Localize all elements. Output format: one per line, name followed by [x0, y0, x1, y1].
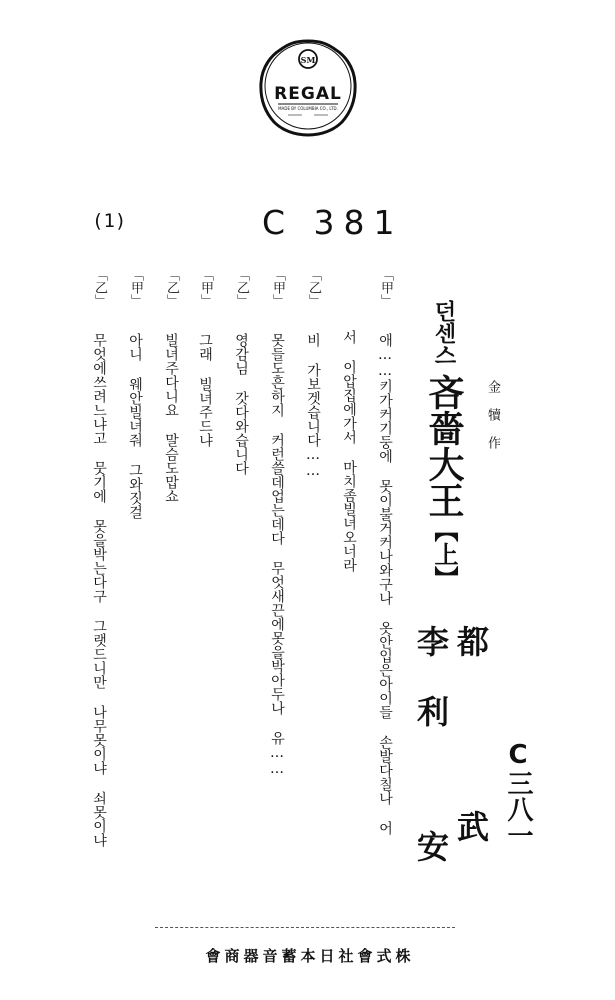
- side-number: (1): [92, 210, 127, 232]
- script-line: [92, 268, 106, 847]
- record-title: [423, 300, 465, 590]
- title-volume: 【上】: [430, 518, 459, 590]
- script-line: [306, 268, 320, 479]
- line-text: 영감님 갓다와습니다: [233, 333, 249, 475]
- speaker-tag: 「乙」: [92, 268, 107, 307]
- svg-text:MADE BY COLUMBIA CO., LTD.: MADE BY COLUMBIA CO., LTD.: [278, 106, 338, 111]
- script-line: [270, 268, 284, 777]
- line-text: 그래 빌녀주드냐: [197, 333, 213, 447]
- speaker-tag: 「甲」: [128, 268, 143, 307]
- speaker-tag: 「甲」: [378, 268, 393, 307]
- regal-label-logo: [258, 38, 358, 138]
- speaker-tag: 「甲」: [270, 268, 285, 307]
- title-hanja: 吝嗇大王: [423, 374, 465, 518]
- speaker-tag: 「乙」: [234, 268, 249, 307]
- speaker-tag: 「甲」: [198, 268, 213, 307]
- line-text: 무엇에쓰려느냐고 뭇기에 못을박는다구 그랫드니만 나무못이냐 쇠못이냐: [91, 333, 107, 847]
- svg-text:REGAL: REGAL: [274, 84, 342, 104]
- script-line: [378, 268, 392, 835]
- performer-name-1: 都: [452, 625, 490, 657]
- catalog-number: C 381: [262, 203, 404, 242]
- svg-text:SM: SM: [300, 55, 316, 65]
- line-text: 애……키가커기둥에 못이불거커나와구나 옷안입은아이들 손발다칠나 어: [377, 333, 393, 835]
- script-line: [342, 330, 356, 572]
- script-line: [164, 268, 178, 503]
- speaker-tag: 「乙」: [164, 268, 179, 307]
- script-line: [234, 268, 248, 475]
- vertical-catalog-number: C三八一: [503, 740, 533, 848]
- publisher-footer: 會商器音蓄本日社會式株: [205, 947, 415, 965]
- line-text: 빌녀주다니요 말슴도맙쇼: [163, 333, 179, 503]
- line-text: 못들도흔하지 커런쓸데업는데다 무엇새끈에못을박아두나 유……: [269, 333, 285, 777]
- footer-divider: [155, 927, 455, 928]
- line-text: 아니 웨안빌녀줘 그와짓걸: [127, 333, 143, 519]
- line-text: 비 가보겟습니다……: [305, 333, 321, 479]
- performer-name-3: 武: [452, 810, 490, 842]
- title-hangul: 던센스: [431, 300, 457, 366]
- script-line: [128, 268, 142, 519]
- speaker-tag: 「乙」: [306, 268, 321, 307]
- performer-name-2: 李 利: [412, 625, 450, 727]
- author-credit: 金 犢 作: [485, 380, 500, 449]
- line-text: 서 이압집에가서 마치좀빌녀오너라: [341, 330, 357, 572]
- script-line: [198, 268, 212, 447]
- performer-name-4: 安: [412, 830, 450, 862]
